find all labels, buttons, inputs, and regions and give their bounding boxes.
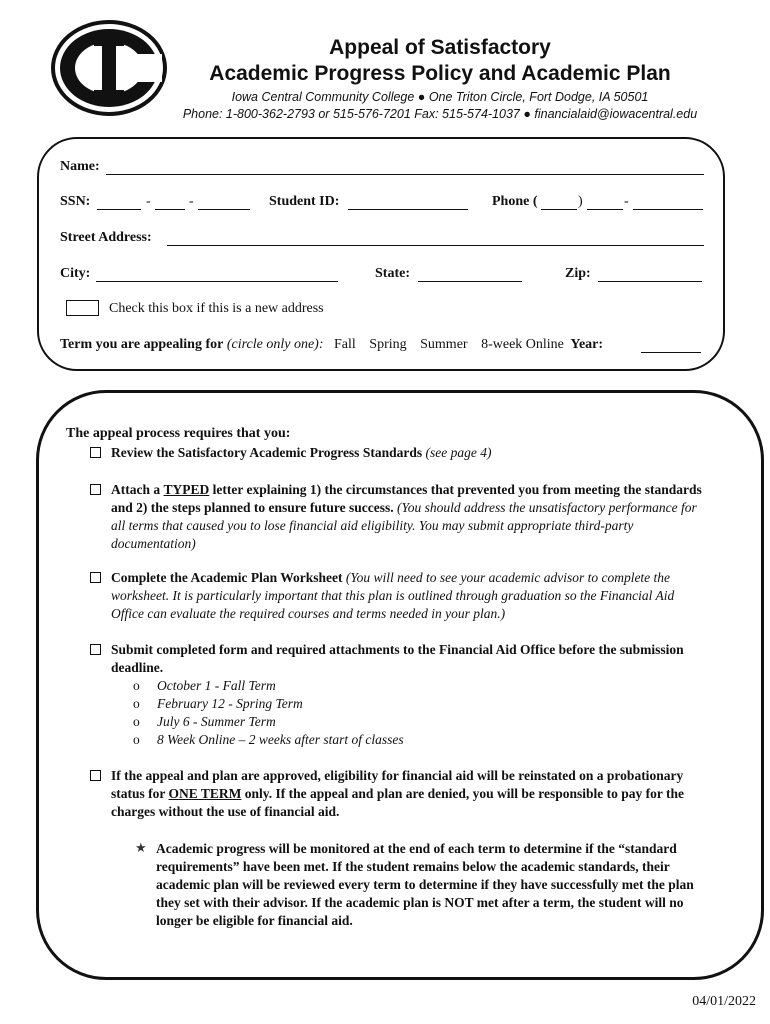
term-label: Term you are appealing for bbox=[60, 337, 224, 352]
phone-paren: ) bbox=[578, 194, 583, 209]
ssn-field-1[interactable] bbox=[97, 209, 141, 210]
new-address-label: Check this box if this is a new address bbox=[109, 301, 324, 316]
college-address: Iowa Central Community College ● One Triton Circle, Fort Dodge, IA 50501 bbox=[231, 90, 649, 104]
term-option-summer[interactable]: Summer bbox=[420, 337, 468, 352]
student-id-field[interactable] bbox=[348, 209, 468, 210]
term-row bbox=[60, 336, 603, 354]
phone-area-field[interactable] bbox=[541, 209, 577, 210]
street-address-label: Street Address: bbox=[60, 230, 152, 245]
requirement-attach-letter: Attach a TYPED letter explaining 1) the circumstances that prevented you from meeting the standards and 2) the steps planned to ensure future success. (You should address the unsatisfactory performance for all terms that caused you to lose financial aid eligibility. You may submit appropriate third-party documentation) bbox=[111, 482, 702, 551]
list-item: o October 1 - Fall Term bbox=[133, 678, 276, 693]
requirement-submit-form: Submit completed form and required attachments to the Financial Aid Office before the submission deadline. bbox=[111, 642, 684, 675]
student-id-label: Student ID: bbox=[269, 194, 340, 209]
year-label: Year: bbox=[570, 337, 604, 352]
ssn-label: SSN: bbox=[60, 194, 91, 209]
requirement-academic-plan: Complete the Academic Plan Worksheet (You will need to see your academic advisor to complete the worksheet. It is particularly important that this plan is outlined through graduation so the Financial Aid Office can evaluate the required courses and terms needed in your plan.) bbox=[111, 570, 675, 621]
name-label: Name: bbox=[60, 159, 100, 174]
state-label: State: bbox=[375, 266, 410, 281]
term-hint: (circle only one): bbox=[226, 337, 324, 352]
name-field[interactable] bbox=[106, 174, 704, 175]
list-item: o February 12 - Spring Term bbox=[133, 696, 303, 711]
star-icon: ★ bbox=[135, 840, 147, 855]
phone-number-field[interactable] bbox=[633, 209, 703, 210]
title-line-2: Academic Progress Policy and Academic Plan bbox=[209, 62, 671, 85]
title-line-1: Appeal of Satisfactory bbox=[329, 36, 551, 59]
list-item: o July 6 - Summer Term bbox=[133, 714, 276, 729]
city-field[interactable] bbox=[96, 281, 338, 282]
monitoring-note: Academic progress will be monitored at the end of each term to determine if the “standard requirements” have been met. If the student remains below the academic standards, their academic plan will be reviewed every term to determine if they have successfully met the plan they set with their advisor. If the academic plan is NOT met after a term, the student will no longer be eligible for financial aid. bbox=[156, 841, 694, 928]
ssn-separator: - bbox=[146, 194, 151, 209]
ssn-field-3[interactable] bbox=[198, 209, 250, 210]
attach-letter-checkbox[interactable] bbox=[90, 484, 101, 495]
iowa-central-logo bbox=[50, 18, 168, 118]
requirement-review-standards: Review the Satisfactory Academic Progress Standards (see page 4) bbox=[111, 445, 492, 460]
phone-label: Phone ( bbox=[492, 194, 538, 209]
phone-dash: - bbox=[624, 194, 629, 209]
state-field[interactable] bbox=[418, 281, 522, 282]
term-option-fall[interactable]: Fall bbox=[334, 337, 356, 352]
year-field[interactable] bbox=[641, 352, 701, 353]
term-option-8-week-online[interactable]: 8-week Online bbox=[481, 337, 564, 352]
academic-plan-checkbox[interactable] bbox=[90, 572, 101, 583]
requirements-heading: The appeal process requires that you: bbox=[66, 426, 291, 441]
new-address-checkbox[interactable] bbox=[66, 300, 99, 316]
ssn-field-2[interactable] bbox=[155, 209, 185, 210]
requirement-reinstatement: If the appeal and plan are approved, eligibility for financial aid will be reinstated on a probationary status for ONE TERM only. If the appeal and plan are denied, you will be responsible to pay for the charges without the use of financial aid. bbox=[111, 768, 684, 819]
submit-form-checkbox[interactable] bbox=[90, 644, 101, 655]
list-item: o 8 Week Online – 2 weeks after start of classes bbox=[133, 732, 404, 747]
street-address-field[interactable] bbox=[167, 245, 704, 246]
zip-field[interactable] bbox=[598, 281, 702, 282]
college-contact: Phone: 1-800-362-2793 or 515-576-7201 Fax: 515-574-1037 ● financialaid@iowacentral.edu bbox=[182, 107, 698, 121]
review-standards-checkbox[interactable] bbox=[90, 447, 101, 458]
deadline-list bbox=[133, 677, 404, 749]
revision-date: 04/01/2022 bbox=[692, 994, 756, 1009]
ssn-separator: - bbox=[189, 194, 194, 209]
zip-label: Zip: bbox=[565, 266, 591, 281]
phone-prefix-field[interactable] bbox=[587, 209, 623, 210]
city-label: City: bbox=[60, 266, 91, 281]
reinstatement-checkbox[interactable] bbox=[90, 770, 101, 781]
term-option-spring[interactable]: Spring bbox=[369, 337, 407, 352]
